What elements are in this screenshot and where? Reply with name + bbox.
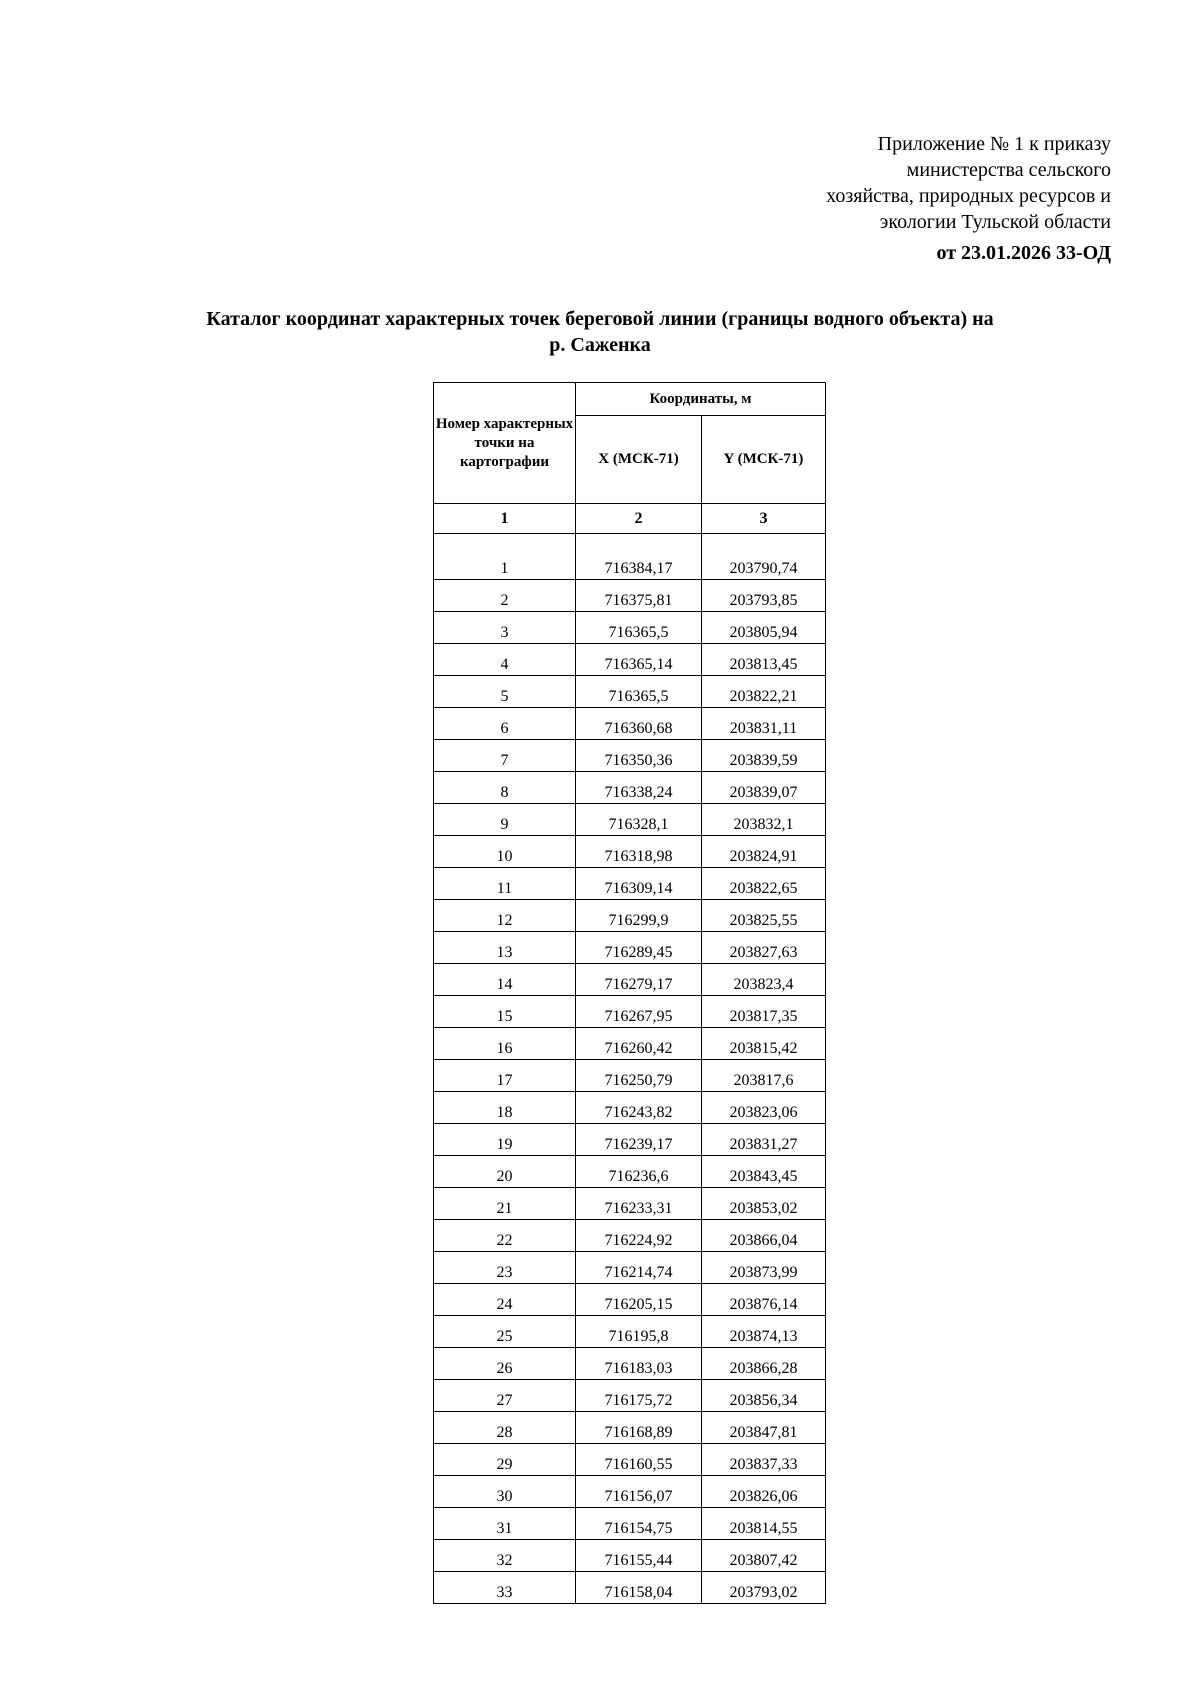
y-coordinate-cell: 203873,99 — [702, 1252, 826, 1284]
column-number: 1 — [434, 504, 576, 534]
point-number-cell: 9 — [434, 804, 576, 836]
coordinates-header: Координаты, м — [576, 383, 826, 416]
table-row — [434, 1476, 826, 1508]
table-row — [434, 612, 826, 644]
table-row — [434, 1540, 826, 1572]
table-row — [434, 772, 826, 804]
x-coordinate-cell: 716309,14 — [576, 868, 702, 900]
y-coordinate-cell: 203832,1 — [702, 804, 826, 836]
y-coordinate-cell: 203843,45 — [702, 1156, 826, 1188]
appendix-line: экологии Тульской области — [879, 211, 1111, 233]
table-row — [434, 580, 826, 612]
x-coordinate-cell: 716375,81 — [576, 580, 702, 612]
table-row — [434, 1188, 826, 1220]
table-row — [434, 836, 826, 868]
point-number-cell: 30 — [434, 1476, 576, 1508]
table-row — [434, 804, 826, 836]
y-coordinate-cell: 203823,4 — [702, 964, 826, 996]
table-row — [434, 1412, 826, 1444]
table-row — [434, 708, 826, 740]
point-number-cell: 20 — [434, 1156, 576, 1188]
y-coordinate-cell: 203823,06 — [702, 1092, 826, 1124]
point-number-cell: 12 — [434, 900, 576, 932]
x-coordinate-cell: 716239,17 — [576, 1124, 702, 1156]
y-coordinate-cell: 203807,42 — [702, 1540, 826, 1572]
x-coordinate-cell: 716279,17 — [576, 964, 702, 996]
spacer-row — [434, 534, 826, 549]
table-row — [434, 1572, 826, 1604]
point-number-cell: 5 — [434, 676, 576, 708]
column-number: 2 — [576, 504, 702, 534]
x-coordinate-cell: 716158,04 — [576, 1572, 702, 1604]
spacer-cell — [434, 534, 576, 549]
point-number-cell: 28 — [434, 1412, 576, 1444]
x-coordinate-cell: 716224,92 — [576, 1220, 702, 1252]
y-coordinate-cell: 203793,85 — [702, 580, 826, 612]
x-coordinate-cell: 716156,07 — [576, 1476, 702, 1508]
point-number-cell: 14 — [434, 964, 576, 996]
table-row — [434, 1156, 826, 1188]
y-coordinate-cell: 203874,13 — [702, 1316, 826, 1348]
y-coordinate-cell: 203866,04 — [702, 1220, 826, 1252]
table-row — [434, 964, 826, 996]
point-number-cell: 18 — [434, 1092, 576, 1124]
x-header: X (МСК-71) — [576, 416, 702, 504]
point-number-cell: 13 — [434, 932, 576, 964]
table-row — [434, 1028, 826, 1060]
x-coordinate-cell: 716236,6 — [576, 1156, 702, 1188]
x-coordinate-cell: 716155,44 — [576, 1540, 702, 1572]
table-row — [434, 900, 826, 932]
y-coordinate-cell: 203847,81 — [702, 1412, 826, 1444]
y-coordinate-cell: 203815,42 — [702, 1028, 826, 1060]
x-coordinate-cell: 716318,98 — [576, 836, 702, 868]
y-coordinate-cell: 203831,11 — [702, 708, 826, 740]
point-number-cell: 1 — [434, 548, 576, 580]
y-coordinate-cell: 203837,33 — [702, 1444, 826, 1476]
x-coordinate-cell: 716233,31 — [576, 1188, 702, 1220]
x-coordinate-cell: 716360,68 — [576, 708, 702, 740]
y-coordinate-cell: 203822,65 — [702, 868, 826, 900]
y-coordinate-cell: 203805,94 — [702, 612, 826, 644]
x-coordinate-cell: 716260,42 — [576, 1028, 702, 1060]
table-row — [434, 1508, 826, 1540]
x-coordinate-cell: 716195,8 — [576, 1316, 702, 1348]
point-number-cell: 33 — [434, 1572, 576, 1604]
table-row — [434, 996, 826, 1028]
x-coordinate-cell: 716160,55 — [576, 1444, 702, 1476]
x-coordinate-cell: 716205,15 — [576, 1284, 702, 1316]
table-row — [434, 932, 826, 964]
x-coordinate-cell: 716289,45 — [576, 932, 702, 964]
y-coordinate-cell: 203839,07 — [702, 772, 826, 804]
y-coordinate-cell: 203876,14 — [702, 1284, 826, 1316]
x-coordinate-cell: 716168,89 — [576, 1412, 702, 1444]
y-coordinate-cell: 203822,21 — [702, 676, 826, 708]
x-coordinate-cell: 716365,14 — [576, 644, 702, 676]
y-coordinate-cell: 203853,02 — [702, 1188, 826, 1220]
table-row — [434, 1124, 826, 1156]
y-coordinate-cell: 203814,55 — [702, 1508, 826, 1540]
point-number-cell: 17 — [434, 1060, 576, 1092]
table-row — [434, 548, 826, 580]
y-coordinate-cell: 203866,28 — [702, 1348, 826, 1380]
y-coordinate-cell: 203839,59 — [702, 740, 826, 772]
x-coordinate-cell: 716214,74 — [576, 1252, 702, 1284]
point-number-cell: 31 — [434, 1508, 576, 1540]
y-coordinate-cell: 203793,02 — [702, 1572, 826, 1604]
point-number-cell: 16 — [434, 1028, 576, 1060]
coordinates-table — [433, 382, 826, 1604]
x-coordinate-cell: 716267,95 — [576, 996, 702, 1028]
column-number: 3 — [702, 504, 826, 534]
x-coordinate-cell: 716328,1 — [576, 804, 702, 836]
point-number-cell: 7 — [434, 740, 576, 772]
appendix-line: министерства сельского — [906, 159, 1111, 181]
table-row — [434, 644, 826, 676]
y-coordinate-cell: 203831,27 — [702, 1124, 826, 1156]
point-number-cell: 2 — [434, 580, 576, 612]
x-coordinate-cell: 716384,17 — [576, 548, 702, 580]
x-coordinate-cell: 716365,5 — [576, 612, 702, 644]
y-coordinate-cell: 203824,91 — [702, 836, 826, 868]
point-number-header: Номер характерных точки на картографии — [434, 383, 576, 504]
y-coordinate-cell: 203817,35 — [702, 996, 826, 1028]
y-coordinate-cell: 203825,55 — [702, 900, 826, 932]
x-coordinate-cell: 716299,9 — [576, 900, 702, 932]
point-number-cell: 3 — [434, 612, 576, 644]
y-coordinate-cell: 203827,63 — [702, 932, 826, 964]
x-coordinate-cell: 716250,79 — [576, 1060, 702, 1092]
title-line-1: Каталог координат характерных точек береговой линии (границы водного объекта) на — [206, 308, 994, 330]
appendix-line: Приложение № 1 к приказу — [877, 133, 1111, 155]
point-number-cell: 4 — [434, 644, 576, 676]
y-coordinate-cell: 203856,34 — [702, 1380, 826, 1412]
y-coordinate-cell: 203817,6 — [702, 1060, 826, 1092]
title-line-2: р. Саженка — [549, 334, 651, 356]
point-number-cell: 15 — [434, 996, 576, 1028]
point-number-cell: 11 — [434, 868, 576, 900]
point-number-cell: 10 — [434, 836, 576, 868]
table-row — [434, 1092, 826, 1124]
x-coordinate-cell: 716154,75 — [576, 1508, 702, 1540]
point-number-cell: 26 — [434, 1348, 576, 1380]
x-coordinate-cell: 716243,82 — [576, 1092, 702, 1124]
point-number-cell: 25 — [434, 1316, 576, 1348]
x-coordinate-cell: 716175,72 — [576, 1380, 702, 1412]
point-number-cell: 22 — [434, 1220, 576, 1252]
point-number-cell: 8 — [434, 772, 576, 804]
table-row — [434, 1348, 826, 1380]
y-header: Y (МСК-71) — [702, 416, 826, 504]
table-row — [434, 1444, 826, 1476]
order-date: от 23.01.2026 33-ОД — [936, 242, 1111, 264]
table-body — [434, 534, 826, 1604]
point-number-cell: 6 — [434, 708, 576, 740]
table-row — [434, 1220, 826, 1252]
table-row — [434, 868, 826, 900]
point-number-cell: 27 — [434, 1380, 576, 1412]
x-coordinate-cell: 716338,24 — [576, 772, 702, 804]
table-row — [434, 1284, 826, 1316]
point-number-cell: 29 — [434, 1444, 576, 1476]
x-coordinate-cell: 716183,03 — [576, 1348, 702, 1380]
table-row — [434, 740, 826, 772]
x-coordinate-cell: 716350,36 — [576, 740, 702, 772]
document-title — [140, 306, 1060, 358]
appendix-block — [691, 131, 1111, 266]
point-number-cell: 24 — [434, 1284, 576, 1316]
y-coordinate-cell: 203826,06 — [702, 1476, 826, 1508]
table-row — [434, 1316, 826, 1348]
point-number-cell: 32 — [434, 1540, 576, 1572]
table-row — [434, 676, 826, 708]
y-coordinate-cell: 203813,45 — [702, 644, 826, 676]
point-number-cell: 23 — [434, 1252, 576, 1284]
spacer-cell — [702, 534, 826, 549]
table-row — [434, 1060, 826, 1092]
spacer-cell — [576, 534, 702, 549]
x-coordinate-cell: 716365,5 — [576, 676, 702, 708]
table-row — [434, 1252, 826, 1284]
y-coordinate-cell: 203790,74 — [702, 548, 826, 580]
appendix-line: хозяйства, природных ресурсов и — [826, 185, 1111, 207]
point-number-cell: 21 — [434, 1188, 576, 1220]
point-number-cell: 19 — [434, 1124, 576, 1156]
table-row — [434, 1380, 826, 1412]
